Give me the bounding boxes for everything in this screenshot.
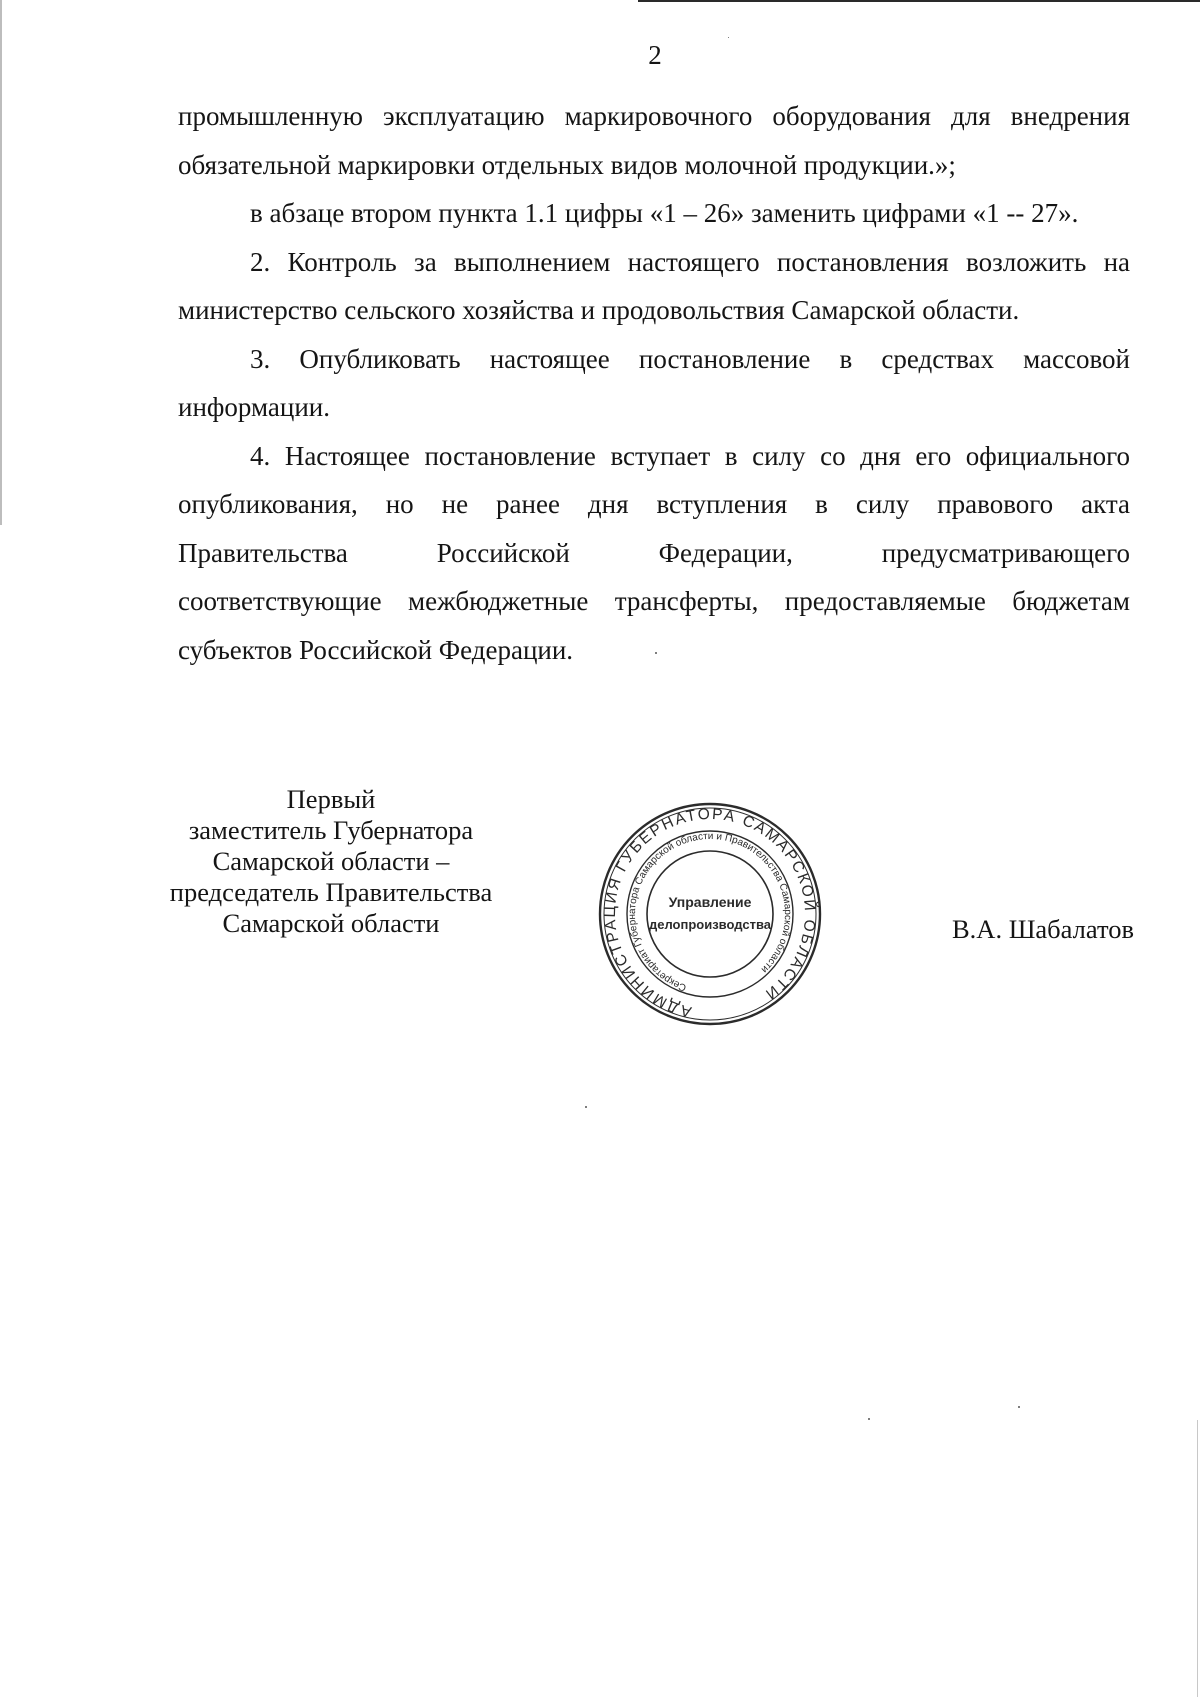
signatory-title-line: заместитель Губернатора bbox=[188, 815, 474, 845]
seal-inner-ring bbox=[647, 851, 773, 977]
seal-outer-text: АДМИНИСТРАЦИЯ ГУБЕРНАТОРА САМАРСКОЙ ОБЛАСТИ bbox=[601, 805, 819, 1021]
signatory-name: В.А. Шабалатов bbox=[952, 914, 1134, 944]
official-seal-stamp bbox=[597, 801, 823, 1027]
paragraph-effective-part2: Правительства Российской Федерации, предусматривающего bbox=[178, 537, 1130, 568]
seal-inner-text: Секретариат Губернатора Самарской области и Правительства Самарской области bbox=[626, 830, 794, 993]
scan-speck bbox=[868, 1418, 870, 1420]
seal-center-line-2: делопроизводства bbox=[648, 917, 772, 932]
scan-speck bbox=[728, 37, 729, 38]
seal-center-line-1: Управление bbox=[668, 894, 752, 910]
paragraph-publish: 3. Опубликовать настоящее постановление в средствах массовой информации. bbox=[178, 343, 1130, 422]
signatory-title-line: Самарской области bbox=[222, 908, 440, 938]
paragraph-amendment: в абзаце втором пункта 1.1 цифры «1 – 26» заменить цифрами «1 -- 27». bbox=[250, 198, 1079, 228]
signatory-title-line: председатель Правительства bbox=[169, 877, 493, 907]
paragraph-continuation: промышленную эксплуатацию маркировочного оборудования для внедрения обязательной маркировки отдельных видов молочной продукции.»; bbox=[178, 101, 1130, 180]
signatory-title-line: Первый bbox=[286, 784, 376, 814]
paragraph-control: 2. Контроль за выполнением настоящего постановления возложить на министерство сельского хозяйства и продовольствия Самарской области. bbox=[178, 246, 1130, 325]
signatory-title-line: Самарской области – bbox=[212, 846, 450, 876]
seal-graphic bbox=[597, 801, 823, 1027]
scan-speck bbox=[585, 1106, 587, 1108]
signatory-title bbox=[150, 784, 512, 939]
scan-right-edge bbox=[1197, 1420, 1198, 1697]
scan-speck bbox=[1018, 1406, 1020, 1408]
page-number: 2 bbox=[648, 40, 662, 70]
paragraph-effective-part1: 4. Настоящее постановление вступает в силу со дня его официального опубликования, но не ранее дня вступления в силу правового акта bbox=[178, 440, 1130, 519]
scan-left-edge bbox=[0, 0, 2, 525]
top-edge-rule bbox=[638, 0, 1200, 2]
paragraph-effective-part3: соответствующие межбюджетные трансферты, предоставляемые бюджетам субъектов Российской Федерации. bbox=[178, 586, 1130, 665]
document-body bbox=[178, 92, 1130, 674]
